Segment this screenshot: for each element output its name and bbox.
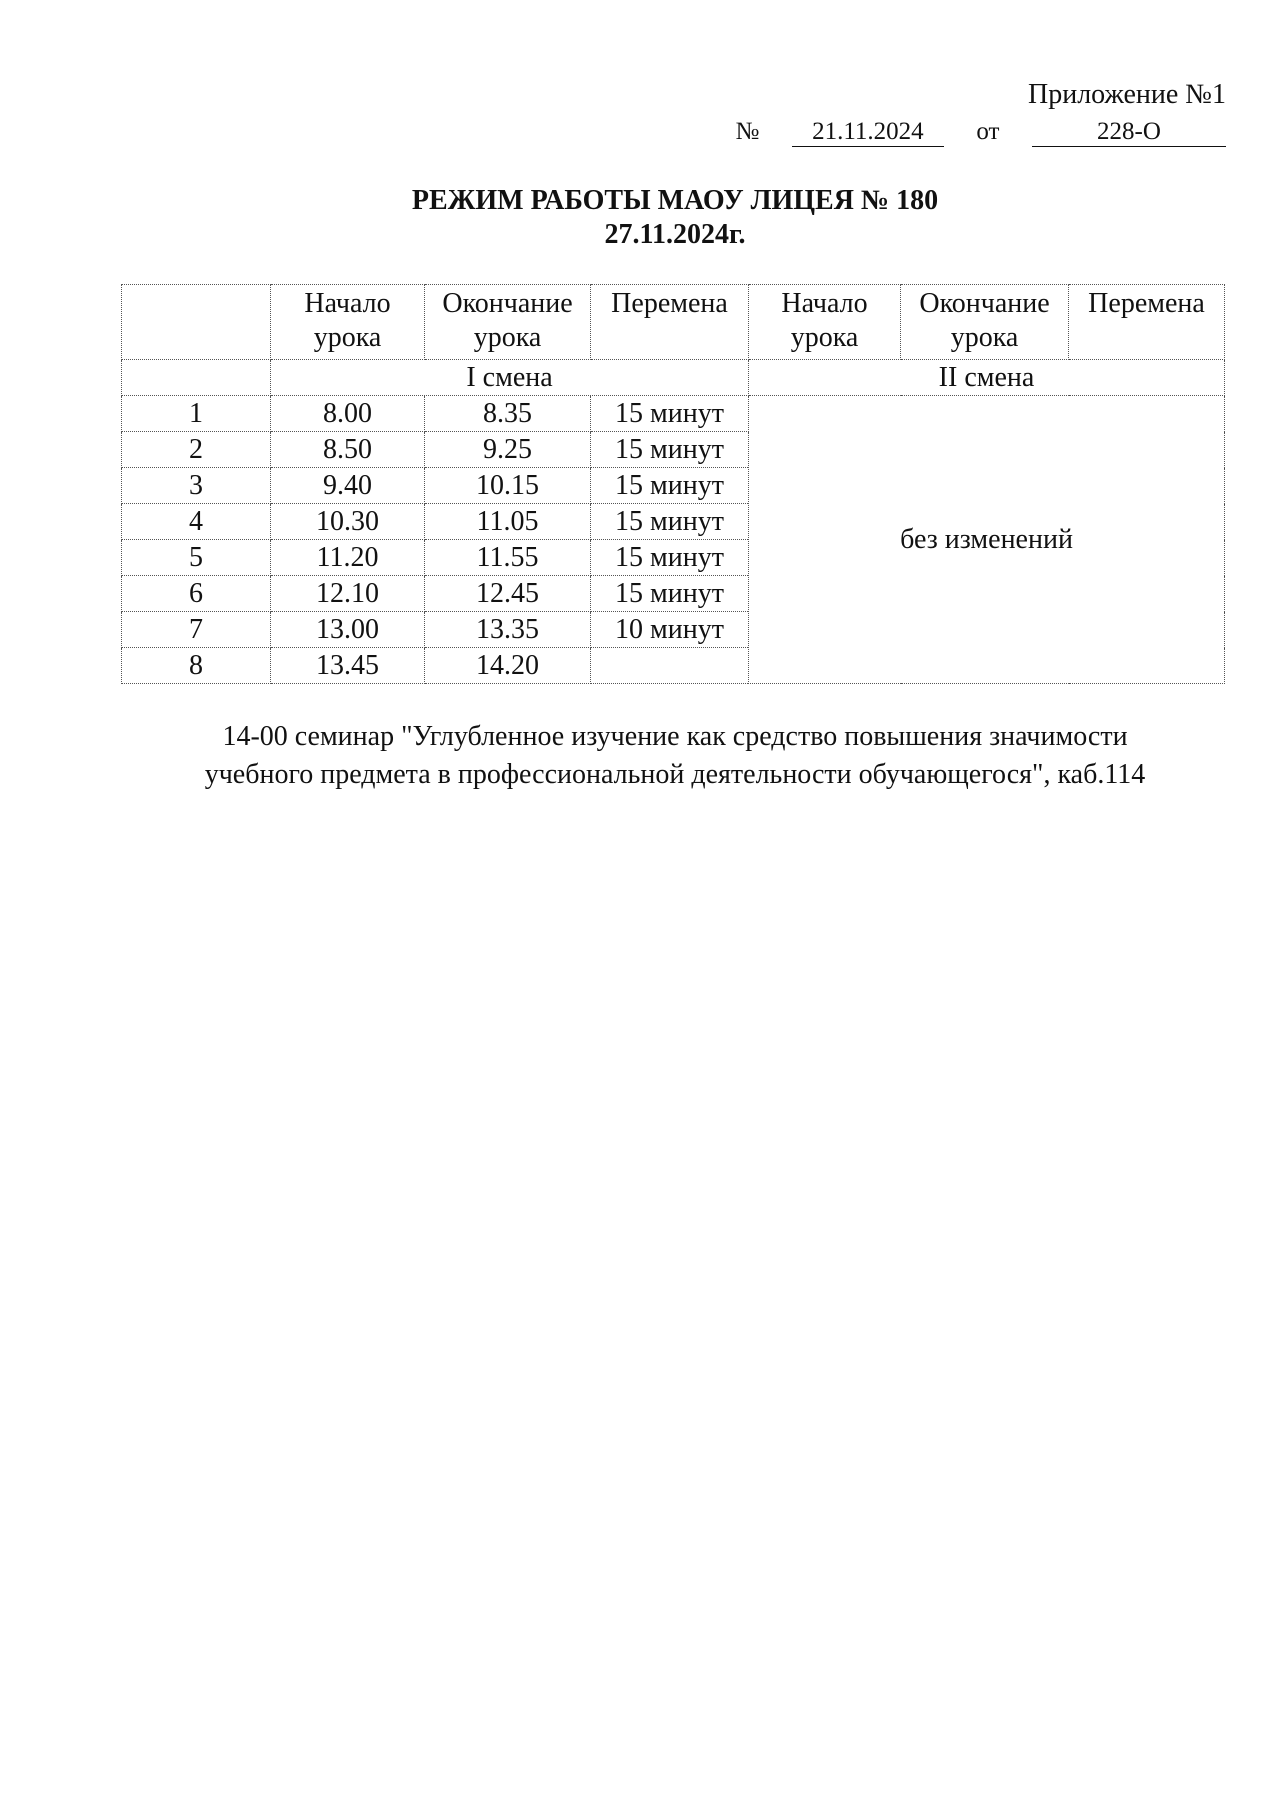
table-row xyxy=(122,396,1225,432)
lesson-start: 12.10 xyxy=(271,576,425,612)
seminar-note xyxy=(0,718,1286,794)
lesson-number: 3 xyxy=(122,468,271,504)
note-line-2: учебного предмета в профессиональной деятельности обучающегося", каб.114 xyxy=(204,759,1146,790)
lesson-start: 13.00 xyxy=(271,612,425,648)
lesson-end: 14.20 xyxy=(425,648,591,684)
lesson-end: 11.05 xyxy=(425,504,591,540)
header-start-2: Начало урока xyxy=(749,285,901,360)
header-start-1: Начало урока xyxy=(271,285,425,360)
appendix-label: Приложение №1 xyxy=(1028,79,1226,110)
from-label: от xyxy=(976,118,1000,145)
lesson-start: 10.30 xyxy=(271,504,425,540)
table-header-row xyxy=(122,285,1225,360)
header-break-2: Перемена xyxy=(1069,285,1225,360)
shift-empty-cell xyxy=(122,360,271,396)
lesson-break: 15 минут xyxy=(591,504,749,540)
number-value: 21.11.2024 xyxy=(792,118,944,147)
lesson-start: 8.00 xyxy=(271,396,425,432)
shift-1-label: I смена xyxy=(271,360,749,396)
lesson-start: 11.20 xyxy=(271,540,425,576)
lesson-number: 8 xyxy=(122,648,271,684)
from-value: 228-О xyxy=(1032,118,1226,147)
lesson-end: 10.15 xyxy=(425,468,591,504)
title-date: 27.11.2024г. xyxy=(604,219,746,250)
lesson-number: 4 xyxy=(122,504,271,540)
lesson-start: 8.50 xyxy=(271,432,425,468)
lesson-number: 6 xyxy=(122,576,271,612)
document-title xyxy=(0,184,1286,252)
lesson-end: 13.35 xyxy=(425,612,591,648)
title-line-1: РЕЖИМ РАБОТЫ МАОУ ЛИЦЕЯ № 180 xyxy=(411,185,939,216)
lesson-break: 15 минут xyxy=(591,468,749,504)
lesson-start: 9.40 xyxy=(271,468,425,504)
order-reference xyxy=(736,116,1226,148)
lesson-end: 9.25 xyxy=(425,432,591,468)
lesson-break: 15 минут xyxy=(591,540,749,576)
schedule-rows xyxy=(122,396,1225,684)
lesson-start: 13.45 xyxy=(271,648,425,684)
lesson-number: 5 xyxy=(122,540,271,576)
lesson-number: 7 xyxy=(122,612,271,648)
lesson-number: 2 xyxy=(122,432,271,468)
lesson-break: 15 минут xyxy=(591,396,749,432)
lesson-break: 15 минут xyxy=(591,432,749,468)
header-end-1: Окончание урока xyxy=(425,285,591,360)
note-line-1: 14-00 семинар "Углубленное изучение как средство повышения значимости xyxy=(222,721,1128,752)
header-end-2: Окончание урока xyxy=(901,285,1069,360)
header-break-1: Перемена xyxy=(591,285,749,360)
shift-2-note: без изменений xyxy=(749,396,1225,684)
header-empty-cell xyxy=(122,285,271,360)
schedule-table xyxy=(121,284,1225,684)
lesson-number: 1 xyxy=(122,396,271,432)
lesson-end: 8.35 xyxy=(425,396,591,432)
lesson-break: 15 минут xyxy=(591,576,749,612)
lesson-break: 10 минут xyxy=(591,612,749,648)
lesson-end: 12.45 xyxy=(425,576,591,612)
lesson-break xyxy=(591,648,749,684)
shift-2-label: II смена xyxy=(749,360,1225,396)
lesson-end: 11.55 xyxy=(425,540,591,576)
number-label: № xyxy=(735,118,760,145)
shift-row xyxy=(122,360,1225,396)
